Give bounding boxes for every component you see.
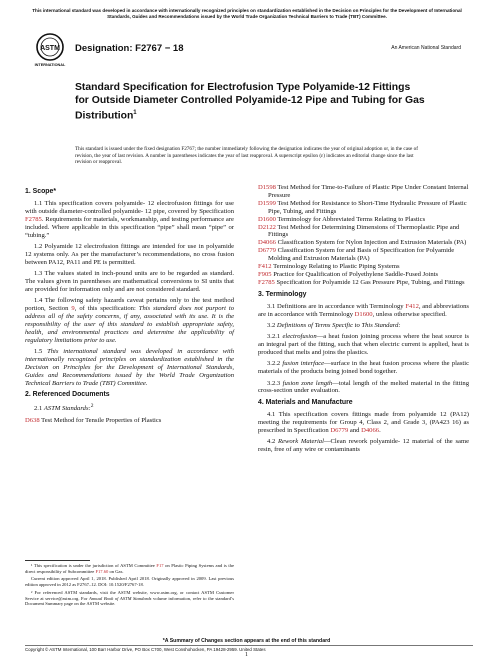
link-d6779[interactable]: D6779 xyxy=(330,427,349,435)
paragraph-1-1: 1.1 This specification covers polyamide- 12 electrofusion fittings for use with outside diameter-controlled polyamide- 12 pipe, covered by Specification F2785. Requirements for materials, workmanship, and testing performance are included. Where applicable in this specification “pipe” shall mean “pipe” or “tubing.” xyxy=(25,199,234,239)
right-column xyxy=(258,184,469,458)
footnote-1: ¹ This specification is under the jurisdiction of ASTM Committee F17 on Plastic Piping Systems and is the direct responsibility of Subcommittee F17.60 on Gas. xyxy=(25,563,234,574)
link-d638[interactable]: D638 xyxy=(25,416,40,424)
reference-item: F412 Terminology Relating to Plastic Piping Systems xyxy=(258,263,400,271)
reference-item: D4066 Classification System for Nylon Injection and Extrusion Materials (PA) xyxy=(258,239,467,247)
designation-notice: This standard is issued under the fixed designation F2767; the number immediately following the designation indicates the year of original adoption or, in the case of revision, the year of last revision. A number in parentheses indicates the year of last reapproval. A superscript epsilon (ε) indicates an editorial change since the last revision or reapproval. xyxy=(75,146,418,166)
reference-item: F2785 Specification for Polyamide 12 Gas Pressure Pipe, Tubing, and Fittings xyxy=(258,278,465,286)
section-heading-referenced-documents: 2. Referenced Documents xyxy=(25,391,110,399)
reference-code-link[interactable]: D1598 xyxy=(258,184,276,191)
reference-code-link[interactable]: D1600 xyxy=(258,215,276,223)
reference-code-link[interactable]: F412 xyxy=(258,263,272,271)
paragraph-3-2-2: 3.2.2 fusion interface—surface in the heat fusion process where the plastic materials of the products being joined bond together. xyxy=(258,360,469,376)
reference-code-link[interactable]: D6779 xyxy=(258,247,276,255)
reference-code-link[interactable]: F2785 xyxy=(258,278,275,286)
footnote-separator xyxy=(25,560,90,561)
link-d4066[interactable]: D4066 xyxy=(361,427,380,435)
paragraph-3-2-3: 3.2.3 fusion zone length—total length of the melted material in the fitting cross-section under evaluation. xyxy=(258,379,469,395)
paragraph-1-4: 1.4 The following safety hazards caveat pertains only to the test method portion, Section 9, of this specification: This standard does not purport to address all of the safety concerns, if any, associated with its use. It is the responsibility of the user of this standard to establish appropriate safety, health, and environmental practices and determine the applicability of regulatory limitations prior to use. xyxy=(25,297,235,344)
section-heading-materials: 4. Materials and Manufacture xyxy=(258,399,353,407)
reference-code-link[interactable]: D4066 xyxy=(258,239,276,247)
link-d1600[interactable]: D1600 xyxy=(354,310,373,318)
reference-d638: D638 Test Method for Tensile Properties of Plastics xyxy=(25,416,162,424)
link-section-9[interactable]: 9 xyxy=(71,304,75,312)
link-f412[interactable]: F412 xyxy=(405,302,419,310)
paragraph-4-2: 4.2 Rework Material—Clean rework polyamide- 12 material of the same resin, free of any wire or contaminants xyxy=(258,438,470,454)
section-heading-terminology: 3. Terminology xyxy=(258,290,307,298)
link-f17[interactable]: F17 xyxy=(156,563,164,568)
link-f17-60[interactable]: F17.60 xyxy=(95,568,109,574)
reference-code-link[interactable]: F905 xyxy=(258,270,272,278)
reference-item: D1598 Test Method for Time-to-Failure of Plastic Pipe Under Constant Internal Pressure xyxy=(258,184,469,199)
national-standard-label: An American National Standard xyxy=(391,45,461,51)
astm-logo xyxy=(33,32,67,68)
copyright-line: Copyright © ASTM International, 100 Barr Harbor Drive, PO Box C700, West Conshohocken, PA 19428-2959. United States xyxy=(25,645,473,652)
footnote-2: ² For referenced ASTM standards, visit the ASTM website, www.astm.org, or contact ASTM Customer Service at service@astm.org. For Annual Book of ASTM Standards volume information, refer to the standard’s Document Summary page on the ASTM website. xyxy=(25,589,234,607)
section-heading-scope: 1. Scope* xyxy=(25,188,57,195)
paragraph-3-2-1: 3.2.1 electrofusion—a heat fusion joining process where the heat source is an integral part of the fitting, such that when electric current is applied, heat is produced that melts and joins the plastics. xyxy=(258,333,469,356)
paragraph-1-2: 1.2 Polyamide 12 electrofusion fittings are intended for use in polyamide 12 systems only. As per the manufacturer’s recommendations, no cross fusion between PA12, PA11 and PE is permitted. xyxy=(25,242,234,266)
page-number: 1 xyxy=(245,652,248,658)
link-f2785[interactable]: F2785 xyxy=(25,215,42,223)
designation: Designation: F2767 − 18 xyxy=(75,43,184,54)
title-footnote-marker: 1 xyxy=(133,110,137,116)
paragraph-1-3: 1.3 The values stated in inch-pound units are to be regarded as standard. The values given in parentheses are mathematical conversions to SI units that are provided for information only and are not considered standard. xyxy=(25,269,234,293)
title-text: Standard Specification for Electrofusion Type Polyamide-12 Fittings for Outside Diameter Controlled Polyamide-12 Pipe and Tubing for Gas Distribution xyxy=(75,82,425,122)
reference-list xyxy=(258,184,469,287)
paragraph-1-5: 1.5 This international standard was developed in accordance with internationally recognized principles on standardization established in the Decision on Principles for the Development of International Standards, Guides and Recommendations issued by the World Trade Organization Technical Barriers to Trade (TBT) Committee. xyxy=(25,347,234,387)
summary-of-changes-note: *A Summary of Changes section appears at the end of this standard xyxy=(162,638,331,644)
paragraph-4-1: 4.1 This specification covers fittings made from polyamide 12 (PA12) meeting the requirements for Group 4, Class 2, and Grade 3, (PA423 16) as prescribed in Specification D6779 and D4066. xyxy=(258,411,469,435)
paragraph-3-1: 3.1 Definitions are in accordance with Terminology F412, and abbreviations are in accordance with Terminology D1600, unless otherwise specified. xyxy=(258,302,469,318)
reference-item: D1599 Test Method for Resistance to Short-Time Hydraulic Pressure of Plastic Pipe, Tubing, and Fittings xyxy=(258,199,467,215)
paragraph-2-1: 2.1 ASTM Standards:$^2$ xyxy=(34,403,94,413)
document-title xyxy=(75,82,425,123)
tbt-banner: This international standard was developed in accordance with internationally recognized principles on standardization established in the Decision on Principles for the Development of International Standards, Guides and Recommendations issued by the World Trade Organization Technical Barriers to Trade (TBT) Committee. xyxy=(32,8,462,19)
left-column xyxy=(25,184,234,425)
reference-code-link[interactable]: D2122 xyxy=(258,223,276,231)
reference-item: D6779 Classification System for and Basis of Specification for Polyamide Molding and Extrusion Materials (PA) xyxy=(258,247,455,263)
reference-item: D1600 Terminology for Abbreviated Terms Relating to Plastics xyxy=(258,215,426,223)
svg-text:INTERNATIONAL: INTERNATIONAL xyxy=(34,63,66,67)
svg-text:ASTM: ASTM xyxy=(40,45,60,52)
footnotes xyxy=(25,563,234,609)
reference-item: D2122 Test Method for Determining Dimensions of Thermoplastic Pipe and Fittings xyxy=(258,223,460,239)
reference-item: F905 Practice for Qualification of Polyethylene Saddle-Fused Joints xyxy=(258,270,439,278)
paragraph-3-2: 3.2 Definitions of Terms Specific to This Standard: xyxy=(267,321,401,329)
footnote-1-edition: Current edition approved April 1, 2018. Published April 2018. Originally approved in 2009. Last previous edition approved in 2012 as F2767–12. DOI: 10.1520/F2767-18. xyxy=(25,576,234,588)
reference-code-link[interactable]: D1599 xyxy=(258,199,276,207)
